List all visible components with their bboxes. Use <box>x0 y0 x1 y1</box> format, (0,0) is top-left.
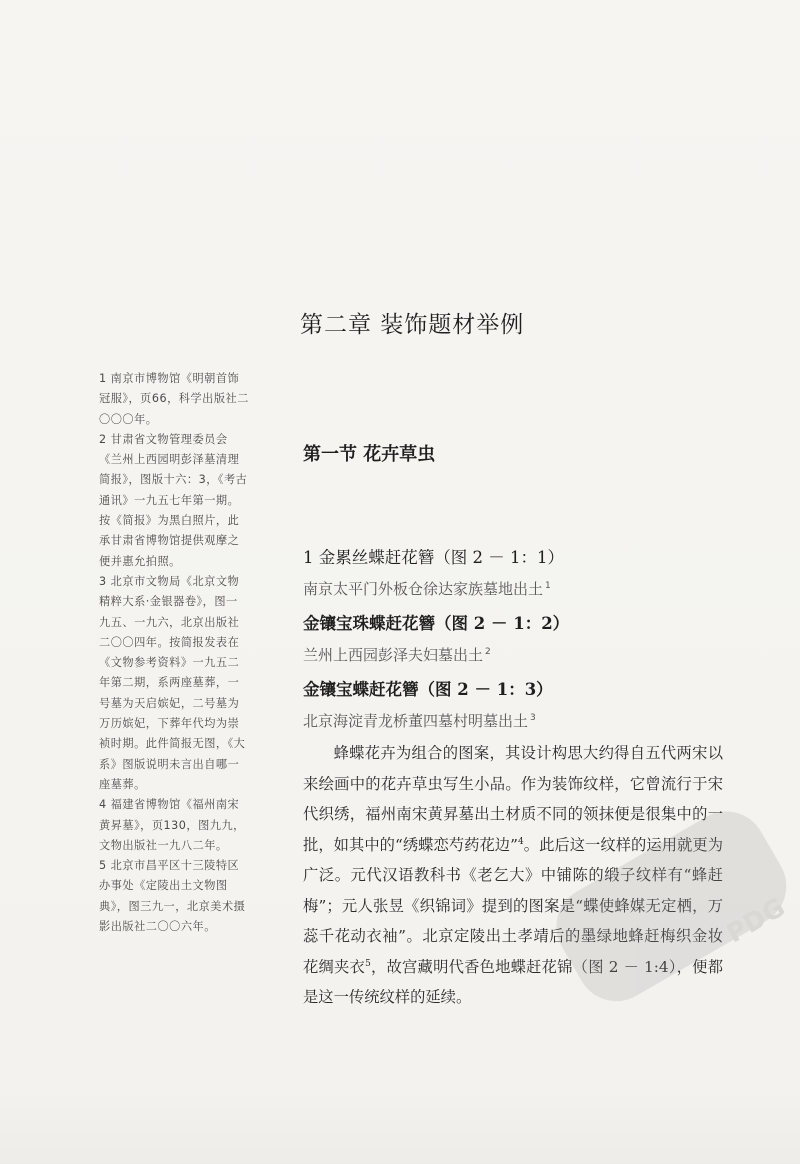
item-title: 金镶宝蝶赶花簪（图 2 － 1：3） <box>303 680 553 699</box>
item-location-text: 南京太平门外板仓徐达家族墓地出土 <box>303 580 544 598</box>
margin-notes <box>99 369 249 937</box>
body-text-part: ，故宫藏明代香色地蝶赶花锦（图 2 － 1:4），便都是这一传统纹样的延续。 <box>303 957 723 1006</box>
footnote-ref: 4 <box>517 836 524 847</box>
section-title: 第一节 花卉草虫 <box>303 444 436 465</box>
footnote: 1 南京市博物馆《明朝首饰冠服》，页66，科学出版社二〇〇〇年。 <box>99 372 249 426</box>
item-title: 金镶宝珠蝶赶花簪（图 2 － 1：2） <box>303 614 570 633</box>
item-location <box>303 644 491 665</box>
scan-shadow <box>0 1084 800 1164</box>
footnote-ref: 3 <box>530 713 536 723</box>
body-text-part: 。此后这一纹样的运用就更为广泛。元代汉语教科书《老乞大》中铺陈的缎子纹样有“蜂赶梅”；元人张昱《织锦词》提到的图案是“蝶使蜂媒无定栖，万蕊千花动衣袖”。北京定陵出土孝靖后的墨绿地蜂赶梅织金妆花绸夹衣 <box>303 835 723 976</box>
footnote: 4 福建省博物馆《福州南宋黄昇墓》，页130，图九九，文物出版社一九八二年。 <box>99 798 245 852</box>
watermark-text: PDG <box>721 892 791 950</box>
body-text-part: 蜂蝶花卉为组合的图案，其设计构思大约得自五代两宋以来绘画中的花卉草虫写生小品。作为装饰纹样，它曾流行于宋代织绣，福州南宋黄昇墓出土材质不同的领抹便是很集中的一批，如其中的“绣蝶恋芍药花边” <box>303 744 723 854</box>
footnote: 5 北京市昌平区十三陵特区办事处《定陵出土文物图典》，图三九一，北京美术摄影出版社二〇〇六年。 <box>99 859 246 934</box>
item-title: 1 金累丝蝶赶花簪（图 2 － 1：1） <box>303 548 564 567</box>
footnote: 2 甘肃省文物管理委员会《兰州上西园明彭泽墓清理简报》，图版十六：3，《考古通讯》一九五七年第一期。按《简报》为黑白照片，此承甘肃省博物馆提供观摩之便并惠允拍照。 <box>99 432 248 568</box>
footnote-ref: 2 <box>485 647 491 657</box>
item-location <box>303 710 536 731</box>
item-location-text: 北京海淀青龙桥董四墓村明墓出土 <box>303 712 529 730</box>
footnote-ref: 5 <box>365 958 371 969</box>
item-location-text: 兰州上西园彭泽夫妇墓出土 <box>303 646 484 664</box>
item-location <box>303 578 551 599</box>
footnote-ref: 1 <box>545 581 551 591</box>
chapter-title: 第二章 装饰题材举例 <box>300 312 525 338</box>
footnote: 3 北京市文物局《北京文物精粹大系·金银器卷》，图一九五、一九六，北京出版社二〇〇四年。按简报发表在《文物参考资料》一九五二年第二期，系两座墓葬，一号墓为天启嫔妃，二号墓为万历嫔妃，下葬年代均为崇祯时期。此件简报无图，《大系》图版说明未言出自哪一座墓葬。 <box>99 574 246 791</box>
